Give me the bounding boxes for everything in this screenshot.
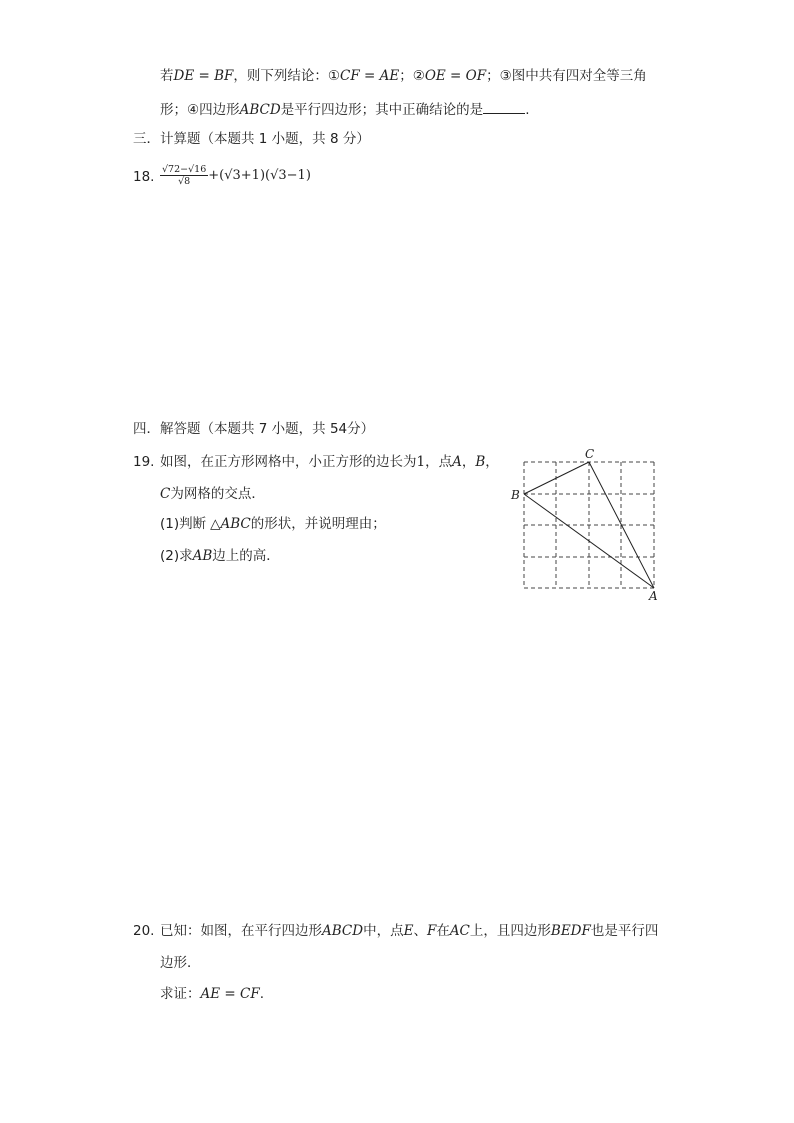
side-bc [524, 462, 589, 494]
answer-blank [483, 99, 525, 114]
q19-part-2: (2)求AB边上的高． [160, 548, 280, 564]
side-ab [524, 494, 654, 588]
q18-expression: $\frac{√72-√16}{√8}$ +(√3+1)(√3−1) [162, 163, 311, 187]
section-3-title: 三．计算题（本题共 1 小题，共 8 分） [133, 131, 370, 147]
q20-line-2: 边形． [160, 955, 201, 971]
q19-number: 19. [133, 454, 155, 470]
label-c: C [585, 447, 595, 461]
grid-lines [524, 462, 654, 588]
q20-number: 20. [133, 923, 155, 939]
q20-prove: 求证：AE = CF. [160, 986, 265, 1002]
q17-line-1: 若DE = BF，则下列结论：①CF = AE；②OE = OF；③图中共有四对全等三角 [160, 68, 647, 84]
q19-grid-figure [505, 445, 665, 605]
section-4-title: 四．解答题（本题共 7 小题，共 54分） [133, 421, 375, 437]
q18-fraction: $\frac{√72-√16}{√8}$ [162, 163, 207, 187]
q20-line-1: 已知：如图，在平行四边形ABCD中，点E、F在AC上，且四边形BEDF也是平行四 [160, 923, 659, 939]
q18-number: 18. [133, 169, 155, 185]
q19-part-1: (1)判断 △ABC的形状，并说明理由； [160, 516, 386, 532]
q19-line-1: 如图，在正方形网格中，小正方形的边长为1，点A，B， [160, 454, 499, 470]
q17-line-2: 形；④四边形ABCD是平行四边形；其中正确结论的是 . [160, 99, 529, 120]
label-a: A [649, 589, 658, 603]
q19-line-2: C为网格的交点． [160, 486, 265, 502]
label-b: B [511, 488, 520, 502]
